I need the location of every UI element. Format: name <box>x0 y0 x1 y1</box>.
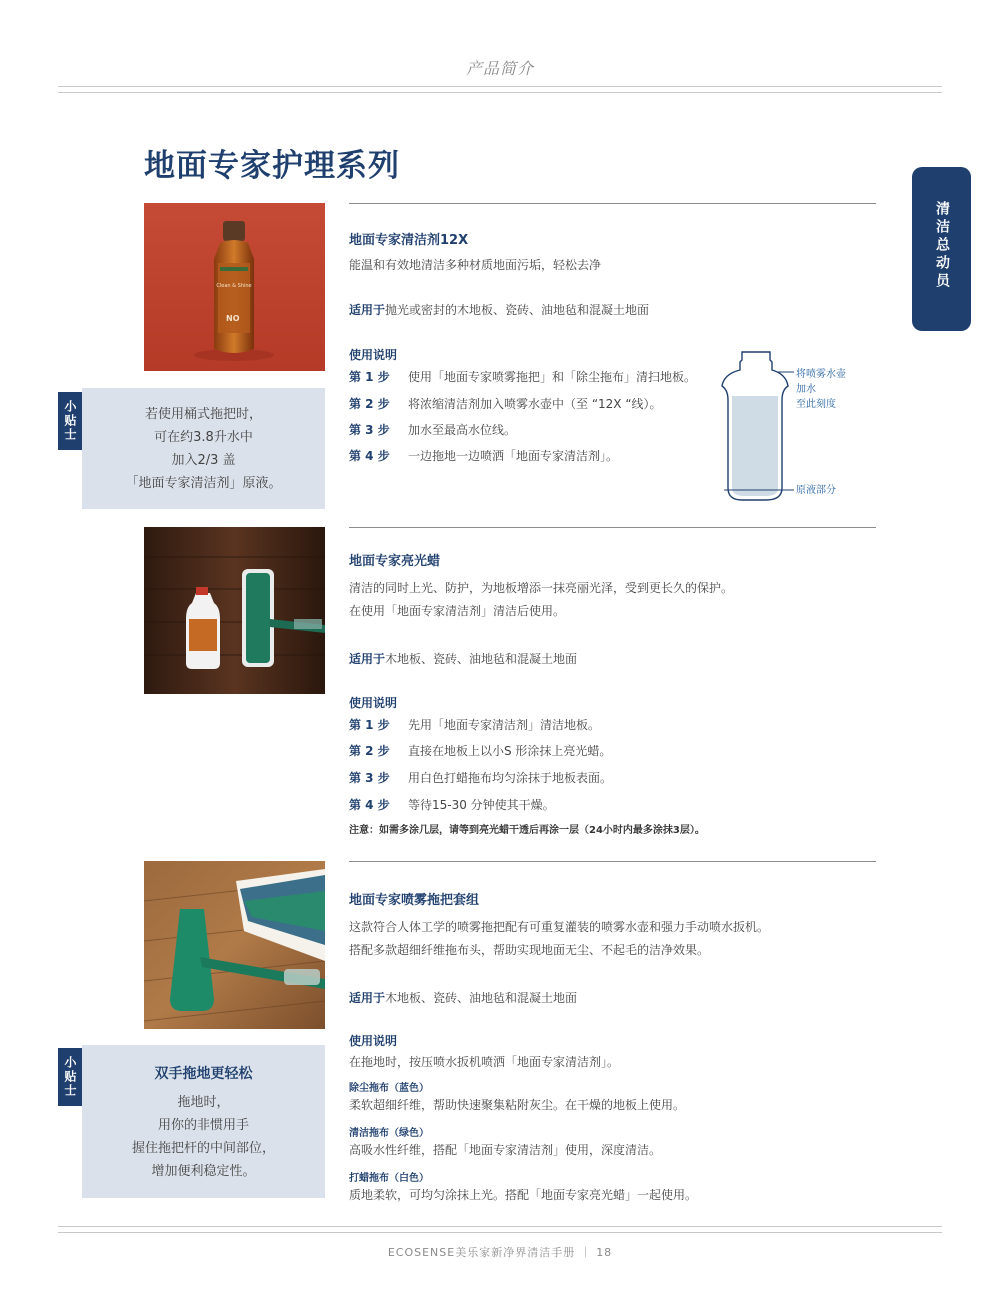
step-label: 第 4 步 <box>349 798 390 812</box>
product-description: 清洁的同时上光、防护，为地板增添一抹亮丽光泽，受到更长久的保护。 <box>349 581 734 595</box>
step-label: 第 3 步 <box>349 771 390 785</box>
cleaner-bottle-photo <box>144 203 325 371</box>
step-label: 第 2 步 <box>349 744 390 758</box>
apply-label: 适用于 <box>349 303 386 317</box>
bottle-label-line: 至此刻度 <box>796 399 836 410</box>
pad-text: 柔软超细纤维，帮助快速聚集粘附灰尘。在干燥的地板上使用。 <box>349 1098 686 1112</box>
product-title: 地面专家清洁剂12X <box>349 233 469 248</box>
tip-line: 增加便利稳定性。 <box>151 1164 256 1179</box>
footer-divider <box>58 1226 942 1233</box>
spray-bottle-diagram <box>720 348 870 508</box>
svg-text:NO: NO <box>226 314 240 323</box>
product-description: 在使用「地面专家清洁剂」清洁后使用。 <box>349 604 566 618</box>
tip-label: 小贴士 <box>58 1048 82 1106</box>
tip-line: 加入2/3 盖 <box>171 453 236 468</box>
side-tab-label: 清洁总动员 <box>934 201 950 291</box>
tip-label: 小贴士 <box>58 392 82 450</box>
tip-line: 若使用桶式拖把时， <box>144 407 262 422</box>
bottle-label-line: 加水 <box>796 384 816 395</box>
footer-text: ECOSENSE美乐家新净界清洁手册 ｜ 18 <box>387 1246 613 1259</box>
spray-mop-photo <box>144 861 325 1029</box>
instructions-label: 使用说明 <box>349 1034 398 1048</box>
header-title: 产品简介 <box>465 59 534 78</box>
apply-text: 抛光或密封的木地板、瓷砖、油地毡和混凝土地面 <box>385 303 650 317</box>
tip-text <box>82 1091 325 1183</box>
section-divider <box>349 203 876 204</box>
note-text: 注意：如需多涂几层，请等到亮光蜡干透后再涂一层（24小时内最多涂抹3层）。 <box>349 825 705 836</box>
tip-line: 「地面专家清洁剂」原液。 <box>125 476 282 491</box>
apply-line <box>349 989 577 1006</box>
pad-text: 高吸水性纤维，搭配「地面专家清洁剂」使用，深度清洁。 <box>349 1143 662 1157</box>
product-description: 搭配多款超细纤维拖布头，帮助实现地面无尘、不起毛的洁净效果。 <box>349 943 710 957</box>
bottle-label-fill <box>796 367 846 412</box>
section-divider <box>349 527 876 528</box>
product-description: 这款符合人体工学的喷雾拖把配有可重复灌装的喷雾水壶和强力手动喷水扳机。 <box>349 920 770 934</box>
svg-text:Clean & Shine: Clean & Shine <box>216 283 252 289</box>
pad-label: 除尘拖布（蓝色） <box>349 1083 429 1094</box>
step-text: 一边拖地一边喷洒「地面专家清洁剂」。 <box>408 449 619 463</box>
step-label: 第 2 步 <box>349 397 390 411</box>
step-text: 先用「地面专家清洁剂」清洁地板。 <box>408 718 601 732</box>
tip-text <box>82 403 325 495</box>
page-title: 地面专家护理系列 <box>144 148 400 184</box>
instructions-label: 使用说明 <box>349 696 398 710</box>
step-text: 将浓缩清洁剂加入喷雾水壶中（至 “12X “线）。 <box>408 397 662 411</box>
pad-label: 打蜡拖布（白色） <box>349 1173 429 1184</box>
tip-title: 双手拖地更轻松 <box>154 1066 253 1082</box>
apply-text: 木地板、瓷砖、油地毡和混凝土地面 <box>385 991 578 1005</box>
tip-line: 用你的非惯用手 <box>157 1118 249 1133</box>
step-text: 直接在地板上以小S 形涂抹上亮光蜡。 <box>408 744 612 758</box>
step-label: 第 4 步 <box>349 449 390 463</box>
step-label: 第 3 步 <box>349 423 390 437</box>
step-text: 用白色打蜡拖布均匀涂抹于地板表面。 <box>408 771 613 785</box>
apply-text: 木地板、瓷砖、油地毡和混凝土地面 <box>385 652 578 666</box>
tip-box <box>82 1045 325 1198</box>
step-label: 第 1 步 <box>349 718 390 732</box>
step-label: 第 1 步 <box>349 370 390 384</box>
section-divider <box>349 861 876 862</box>
tip-line: 可在约3.8升水中 <box>154 430 253 445</box>
bottle-label-line: 将喷雾水壶 <box>796 369 846 380</box>
pad-label: 清洁拖布（绿色） <box>349 1128 429 1139</box>
product-description: 能温和有效地清洁多种材质地面污垢，轻松去净 <box>349 258 602 272</box>
product-title: 地面专家喷雾拖把套组 <box>349 893 480 908</box>
apply-label: 适用于 <box>349 652 386 666</box>
step-text: 加水至最高水位线。 <box>408 423 517 437</box>
instructions-label: 使用说明 <box>349 348 398 362</box>
tip-line: 握住拖把杆的中间部位， <box>131 1141 275 1156</box>
apply-label: 适用于 <box>349 991 386 1005</box>
instructions-text: 在拖地时，按压喷水扳机喷洒「地面专家清洁剂」。 <box>349 1055 620 1069</box>
pad-text: 质地柔软，可均匀涂抹上光。搭配「地面专家亮光蜡」一起使用。 <box>349 1188 698 1202</box>
bottle-label-concentrate: 原液部分 <box>796 485 836 496</box>
tip-box <box>82 388 325 509</box>
apply-line <box>349 301 649 318</box>
apply-line <box>349 650 577 667</box>
product-title: 地面专家亮光蜡 <box>349 554 441 569</box>
step-text: 等待15-30 分钟使其干燥。 <box>408 798 555 812</box>
side-tab[interactable] <box>912 167 971 331</box>
tip-line: 拖地时， <box>177 1095 230 1110</box>
step-text: 使用「地面专家喷雾拖把」和「除尘拖布」清扫地板。 <box>408 370 697 384</box>
polish-mop-photo <box>144 527 325 694</box>
header-divider <box>58 86 942 93</box>
